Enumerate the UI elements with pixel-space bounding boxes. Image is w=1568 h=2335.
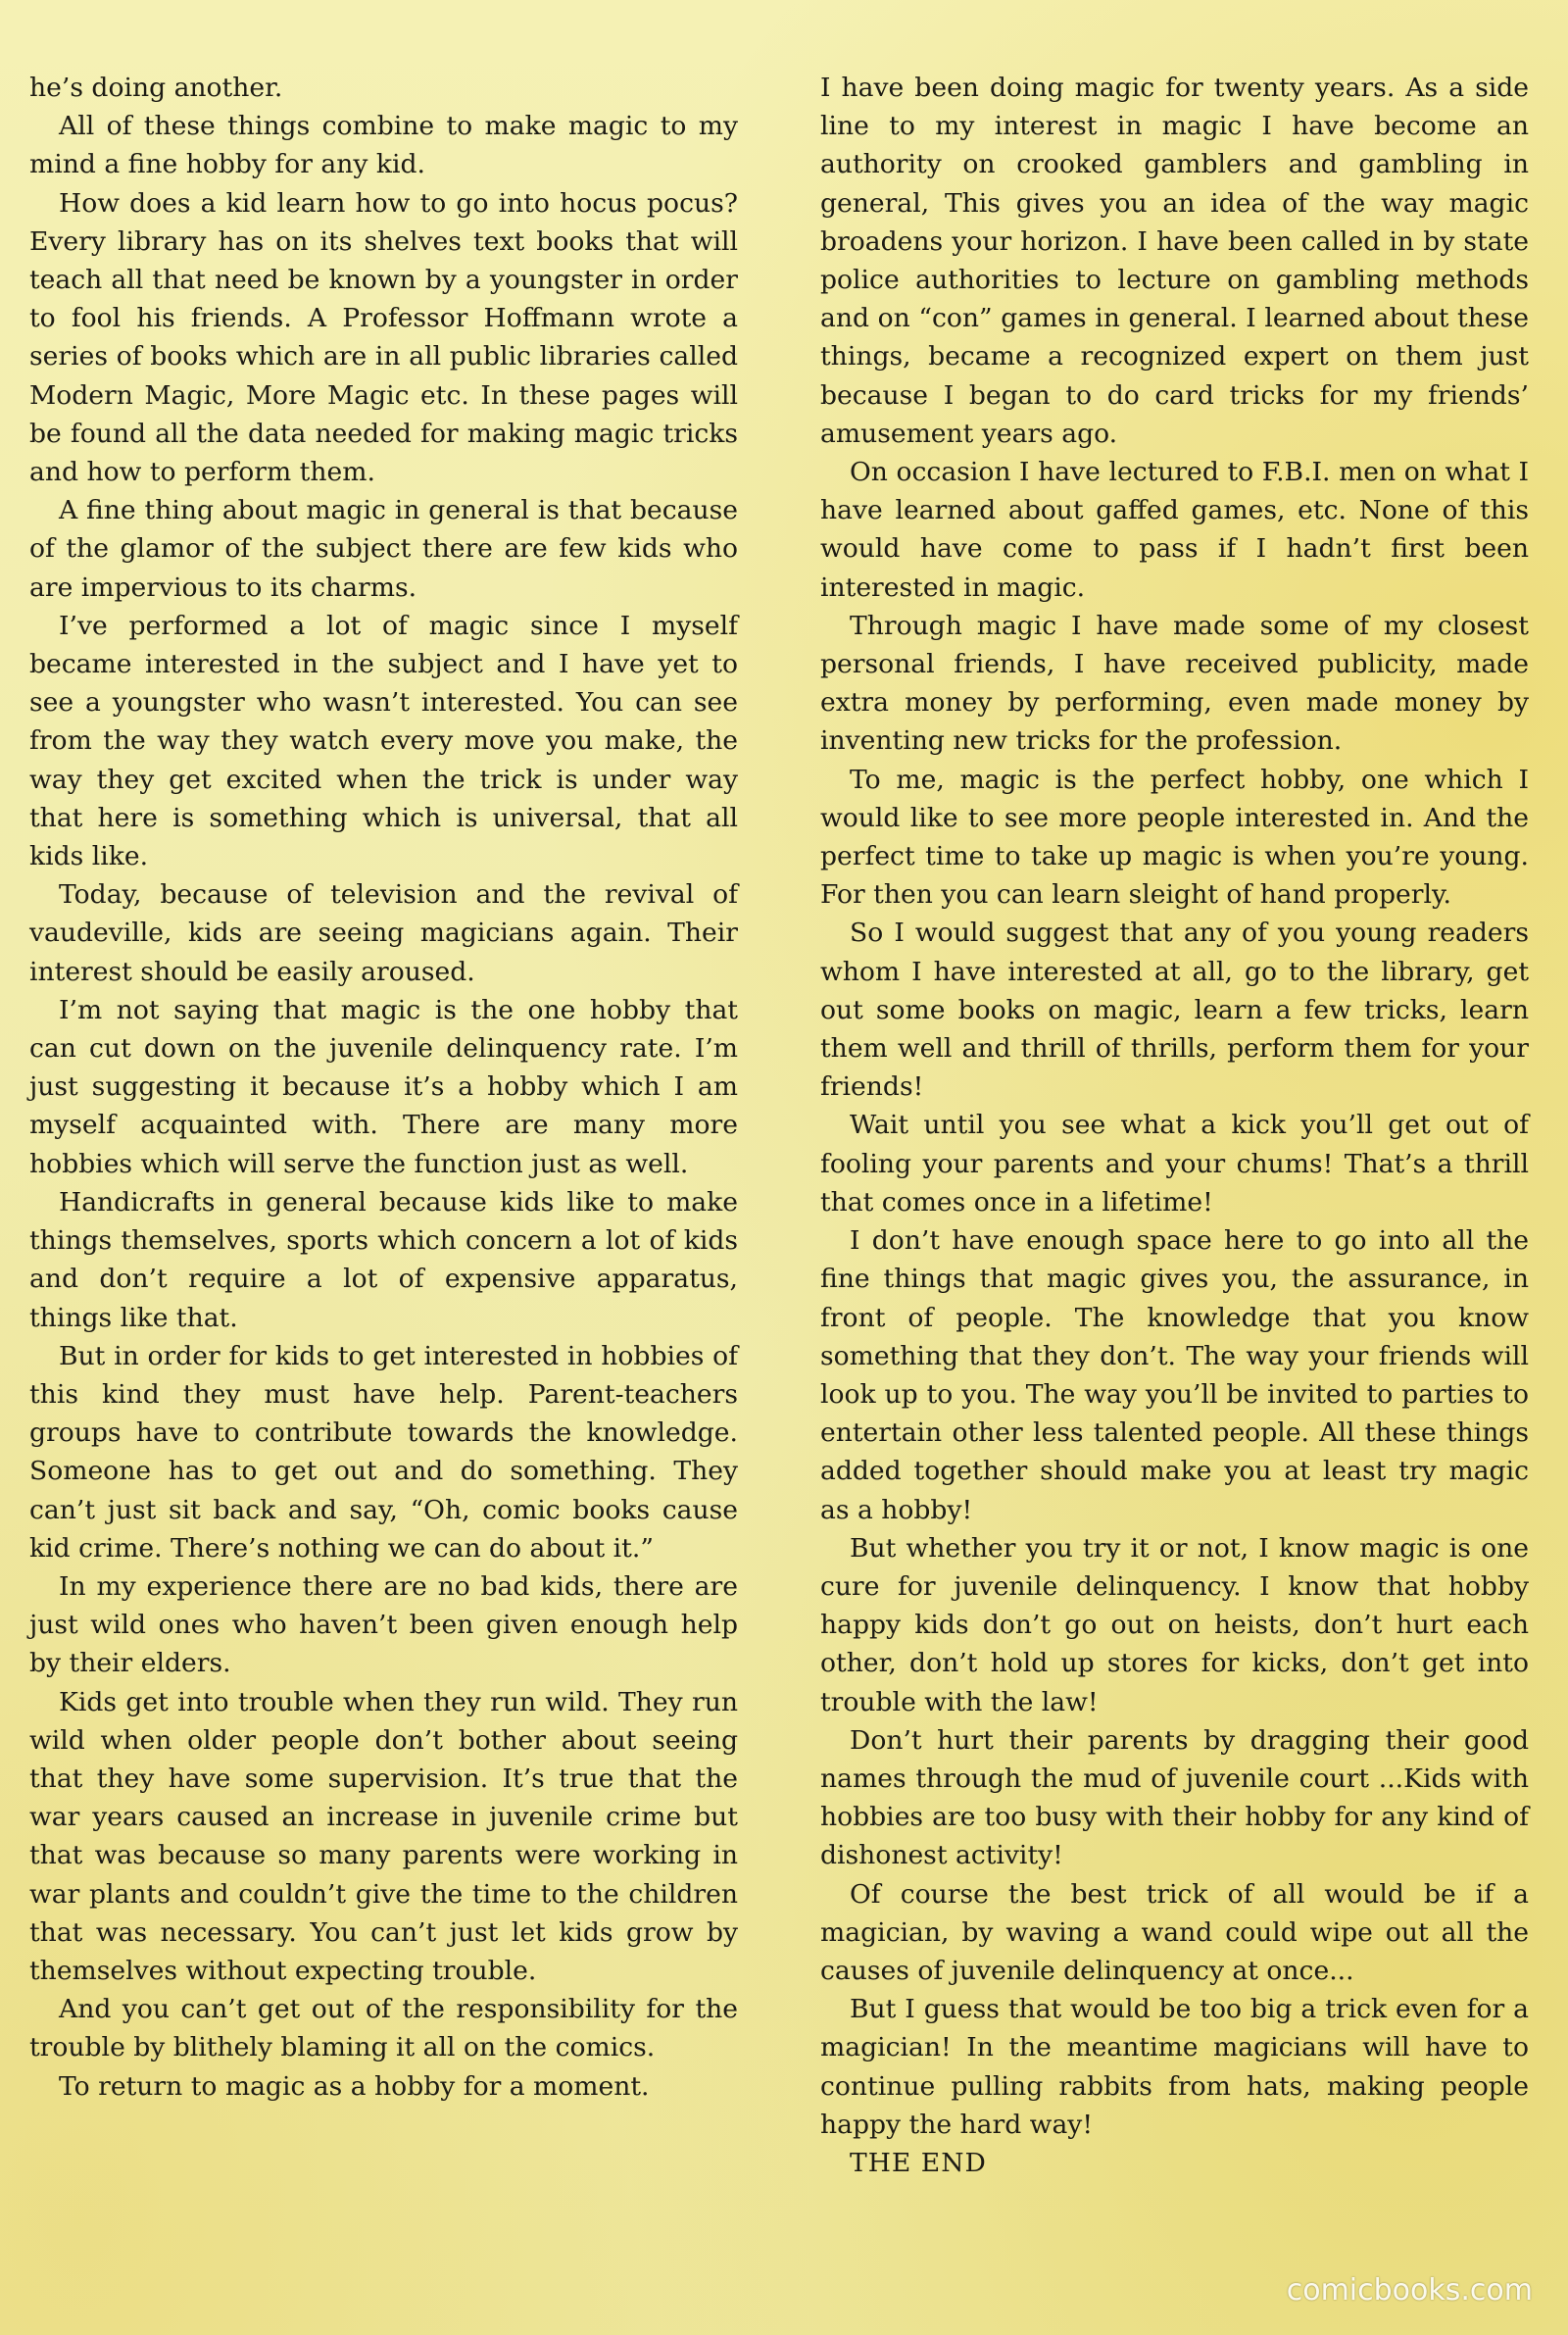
paragraph: Wait until you see what a kick you’ll get out of fooling your parents and your chums! That’s a thrill that comes once in a lifetime! xyxy=(820,1110,1529,1217)
paragraph: I’ve performed a lot of magic since I myself became interested in the subject and I have yet to see a youngster who wasn’t interested. You can see from the way they watch every move you make, the way they get excited when the trick is under way that here is something which is universal, that all kids like. xyxy=(29,610,738,872)
paragraph: A fine thing about magic in general is that because of the glamor of the subject there are few kids who are impervious to its charms. xyxy=(29,495,738,603)
text-columns xyxy=(29,69,1529,2294)
paragraph: And you can’t get out of the responsibility for the trouble by blithely blaming it all on the comics. xyxy=(29,1994,738,2063)
right-column xyxy=(820,69,1529,2294)
paragraph: In my experience there are no bad kids, there are just wild ones who haven’t been given enough help by their elders. xyxy=(29,1570,738,1679)
paragraph: To me, magic is the perfect hobby, one which I would like to see more people interested in. And the perfect time to take up magic is when you’re young. For then you can learn sleight of hand properly. xyxy=(820,764,1529,911)
paragraph: But whether you try it or not, I know magic is one cure for juvenile delinquency. I know that hobby happy kids don’t go out on heists, don’t hurt each other, don’t hold up stores for kicks, don’t get into trouble with the law! xyxy=(820,1532,1529,1717)
paragraph: Through magic I have made some of my closest personal friends, I have received publicity, made extra money by performing, even made money by inventing new tricks for the profession. xyxy=(820,610,1529,757)
paragraph: Today, because of television and the revival of vaudeville, kids are seeing magicians again. Their interest should be easily aroused. xyxy=(29,879,738,987)
paragraph: I have been doing magic for twenty years. As a side line to my interest in magic I have become an authority on crooked gamblers and gambling in general, This gives you an idea of the way magic broadens your horizon. I have been called in by state police authorities to lecture on gambling methods and on “con” games in general. I learned about these things, became a recognized expert on them just because I began to do card tricks for my friends’ amusement years ago. xyxy=(820,73,1529,449)
paragraph: But in order for kids to get interested in hobbies of this kind they must have help. Parent-teachers groups have to contribute towards the knowledge. Someone has to get out and do something. They can’t just sit back and say, “Oh, comic books cause kid crime. There’s nothing we can do about it.” xyxy=(29,1340,738,1564)
paragraph: So I would suggest that any of you young readers whom I have interested at all, go to the library, get out some books on magic, learn a few tricks, learn them well and thrill of thrills, perform them for your friends! xyxy=(820,918,1529,1103)
paragraph: I don’t have enough space here to go into all the fine things that magic gives you, the assurance, in front of people. The knowledge that you know something that they don’t. The way your friends will look up to you. The way you’ll be invited to parties to entertain other less talented people. All these things added together should make you at least try magic as a hobby! xyxy=(820,1225,1529,1525)
paragraph: Don’t hurt their parents by dragging their good names through the mud of juvenile court ...Kids with hobbies are too busy with their hobby for any kind of dishonest activity! xyxy=(820,1724,1529,1871)
paragraph: How does a kid learn how to go into hocus pocus? Every library has on its shelves text books that will teach all that need be known by a youngster in order to fool his friends. A Professor Hoffmann wrote a series of books which are in all public libraries called Modern Magic, More Magic etc. In these pages will be found all the data needed for making magic tricks and how to perform them. xyxy=(29,187,738,488)
paragraph: All of these things combine to make magic to my mind a fine hobby for any kid. xyxy=(29,111,738,180)
site-watermark: comicbooks.com xyxy=(1286,2273,1533,2308)
paragraph: Handicrafts in general because kids like to make things themselves, sports which concern a lot of kids and don’t require a lot of expensive apparatus, things like that. xyxy=(29,1186,738,1333)
end-marker: THE END xyxy=(850,2147,987,2178)
paragraph: But I guess that would be too big a trick even for a magician! In the meantime magicians will have to continue pulling rabbits from hats, making people happy the hard way! xyxy=(820,1994,1529,2140)
paragraph: Kids get into trouble when they run wild. They run wild when older people don’t bother about seeing that they have some supervision. It’s true that the war years caused an increase in juvenile crime but that was because so many parents were working in war plants and couldn’t give the time to the children that was necessary. You can’t just let kids grow by themselves without expecting trouble. xyxy=(29,1686,738,1986)
left-column xyxy=(29,69,738,2294)
paragraph: On occasion I have lectured to F.B.I. men on what I have learned about gaffed games, etc. None of this would have come to pass if I hadn’t first been interested in magic. xyxy=(820,457,1529,603)
paragraph: To return to magic as a hobby for a moment. xyxy=(59,2070,650,2102)
paragraph: I’m not saying that magic is the one hobby that can cut down on the juvenile delinquency rate. I’m just suggesting it because it’s a hobby which I am myself acquainted with. There are many more hobbies which will serve the function just as well. xyxy=(29,994,738,1179)
paragraph: Of course the best trick of all would be if a magician, by waving a wand could wipe out all the causes of juvenile delinquency at once... xyxy=(820,1878,1529,1986)
paragraph: he’s doing another. xyxy=(29,73,283,103)
